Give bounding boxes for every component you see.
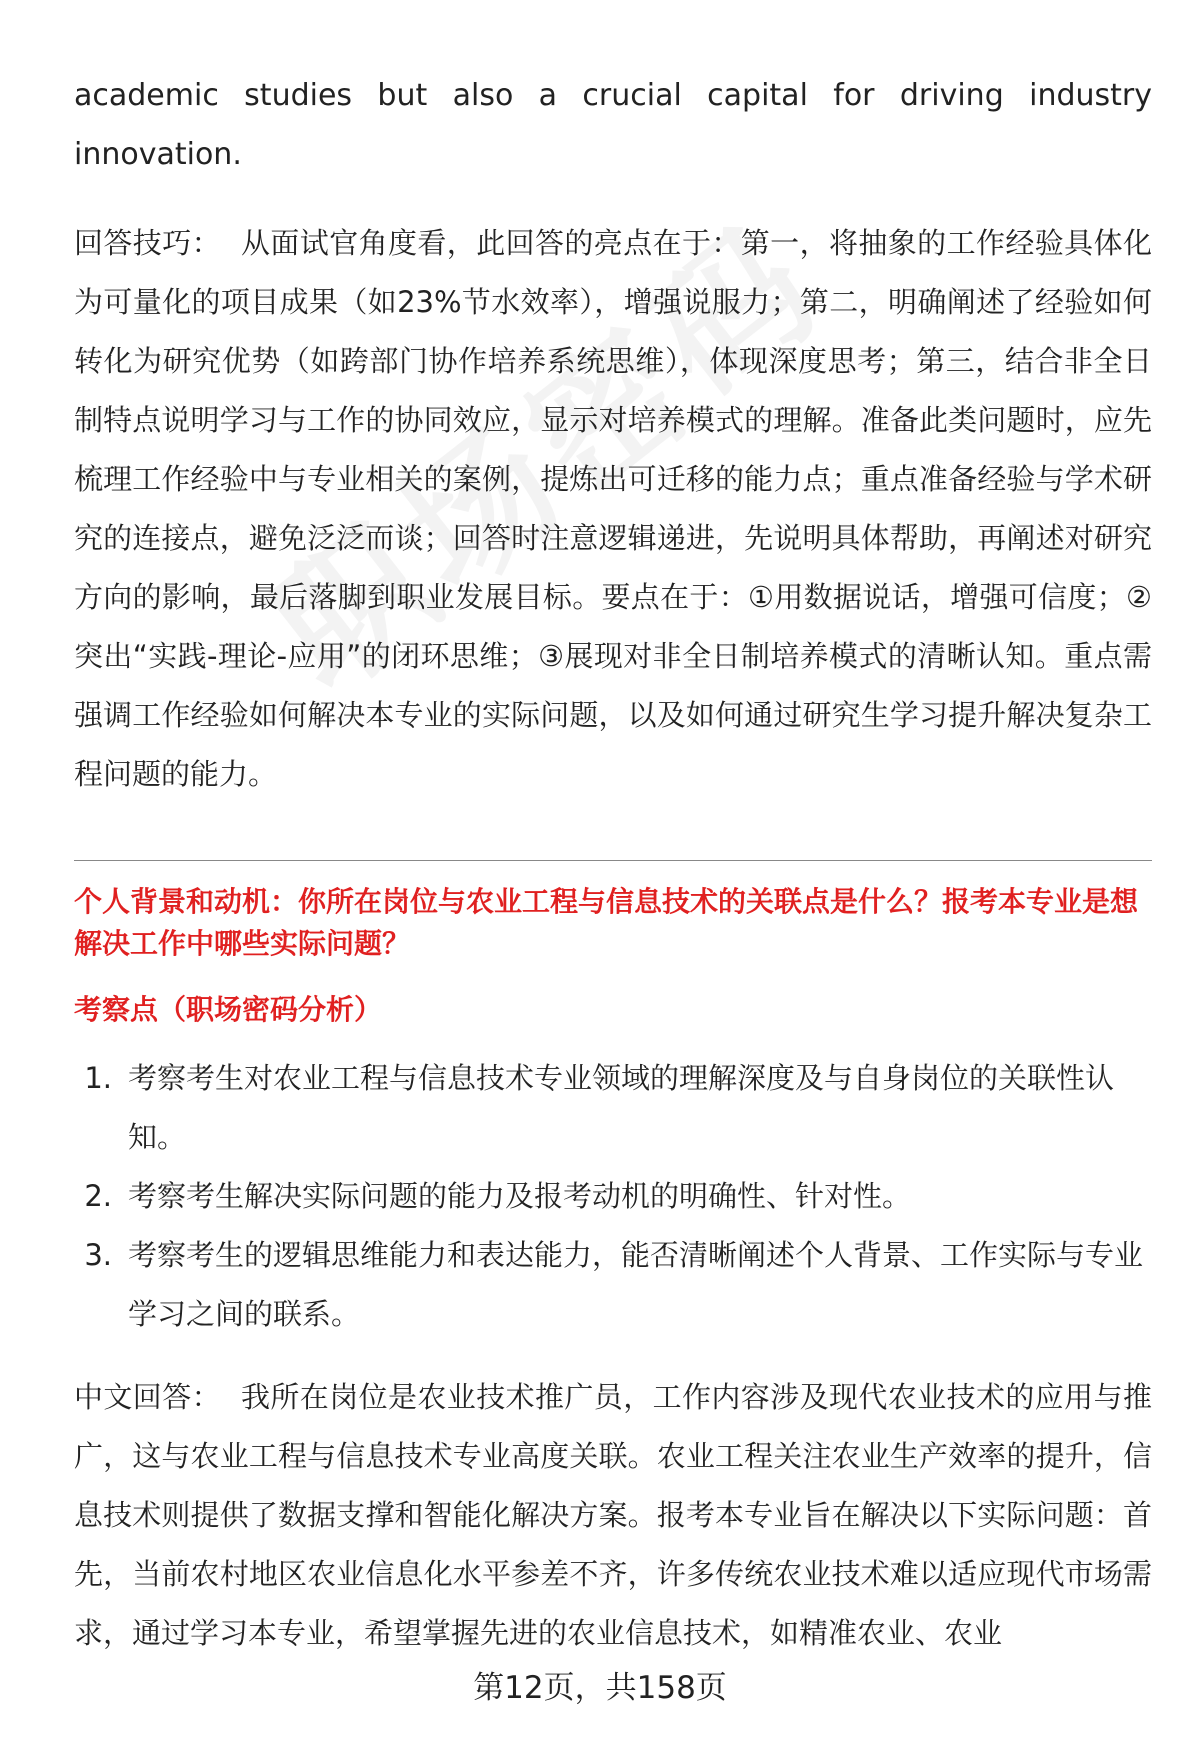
list-item-text: 考察考生解决实际问题的能力及报考动机的明确性、针对性。 — [128, 1179, 912, 1213]
chinese-answer-paragraph — [74, 1368, 1152, 1663]
section-divider — [74, 860, 1152, 861]
list-item-text: 考察考生的逻辑思维能力和表达能力，能否清晰阐述个人背景、工作实际与专业学习之间的联系。 — [128, 1238, 1144, 1331]
question-title: 个人背景和动机：你所在岗位与农业工程与信息技术的关联点是什么？报考本专业是想解决工作中哪些实际问题？ — [74, 885, 1139, 960]
chinese-answer-label: 中文回答： — [74, 1380, 221, 1414]
chinese-answer-text: 我所在岗位是农业技术推广员，工作内容涉及现代农业技术的应用与推广，这与农业工程与信息技术专业高度关联。农业工程关注农业生产效率的提升，信息技术则提供了数据支撑和智能化解决方案。报考本专业旨在解决以下实际问题：首先，当前农村地区农业信息化水平参差不齐，许多传统农业技术难以适应现代市场需求，通过学习本专业，希望掌握先进的农业信息技术，如精准农业、农业 — [74, 1380, 1152, 1650]
list-item-number: 3. — [84, 1238, 112, 1272]
answer-tips-text: 从面试官角度看，此回答的亮点在于：第一，将抽象的工作经验具体化为可量化的项目成果（如23%节水效率），增强说服力；第二，明确阐述了经验如何转化为研究优势（如跨部门协作培养系统思维），体现深度思考；第三，结合非全日制特点说明学习与工作的协同效应，显示对培养模式的理解。准备此类问题时，应先梳理工作经验中与专业相关的案例，提炼出可迁移的能力点；重点准备经验与学术研究的连接点，避免泛泛而谈；回答时注意逻辑递进，先说明具体帮助，再阐述对研究方向的影响，最后落脚到职业发展目标。要点在于：①用数据说话，增强可信度；②突出“实践-理论-应用”的闭环思维；③展现对非全日制培养模式的清晰认知。重点需强调工作经验如何解决本专业的实际问题，以及如何通过研究生学习提升解决复杂工程问题的能力。 — [74, 226, 1152, 791]
list-item-text: 考察考生对农业工程与信息技术专业领域的理解深度及与自身岗位的关联性认知。 — [128, 1061, 1115, 1154]
list-item — [74, 1167, 1152, 1226]
answer-tips-paragraph — [74, 214, 1152, 804]
list-item-number: 1. — [84, 1061, 112, 1095]
answer-tips-label: 回答技巧： — [74, 226, 221, 260]
page-number-footer: 第12页，共158页 — [473, 1670, 727, 1706]
list-item — [74, 1049, 1152, 1167]
list-item-number: 2. — [84, 1179, 112, 1213]
assessment-points-list — [74, 1049, 1152, 1344]
page-content — [74, 66, 1152, 1663]
assessment-points-title: 考察点（职场密码分析） — [74, 993, 383, 1026]
english-paragraph-tail: academic studies but also a crucial capital for driving industry innovation. — [74, 78, 1152, 172]
list-item — [74, 1226, 1152, 1344]
